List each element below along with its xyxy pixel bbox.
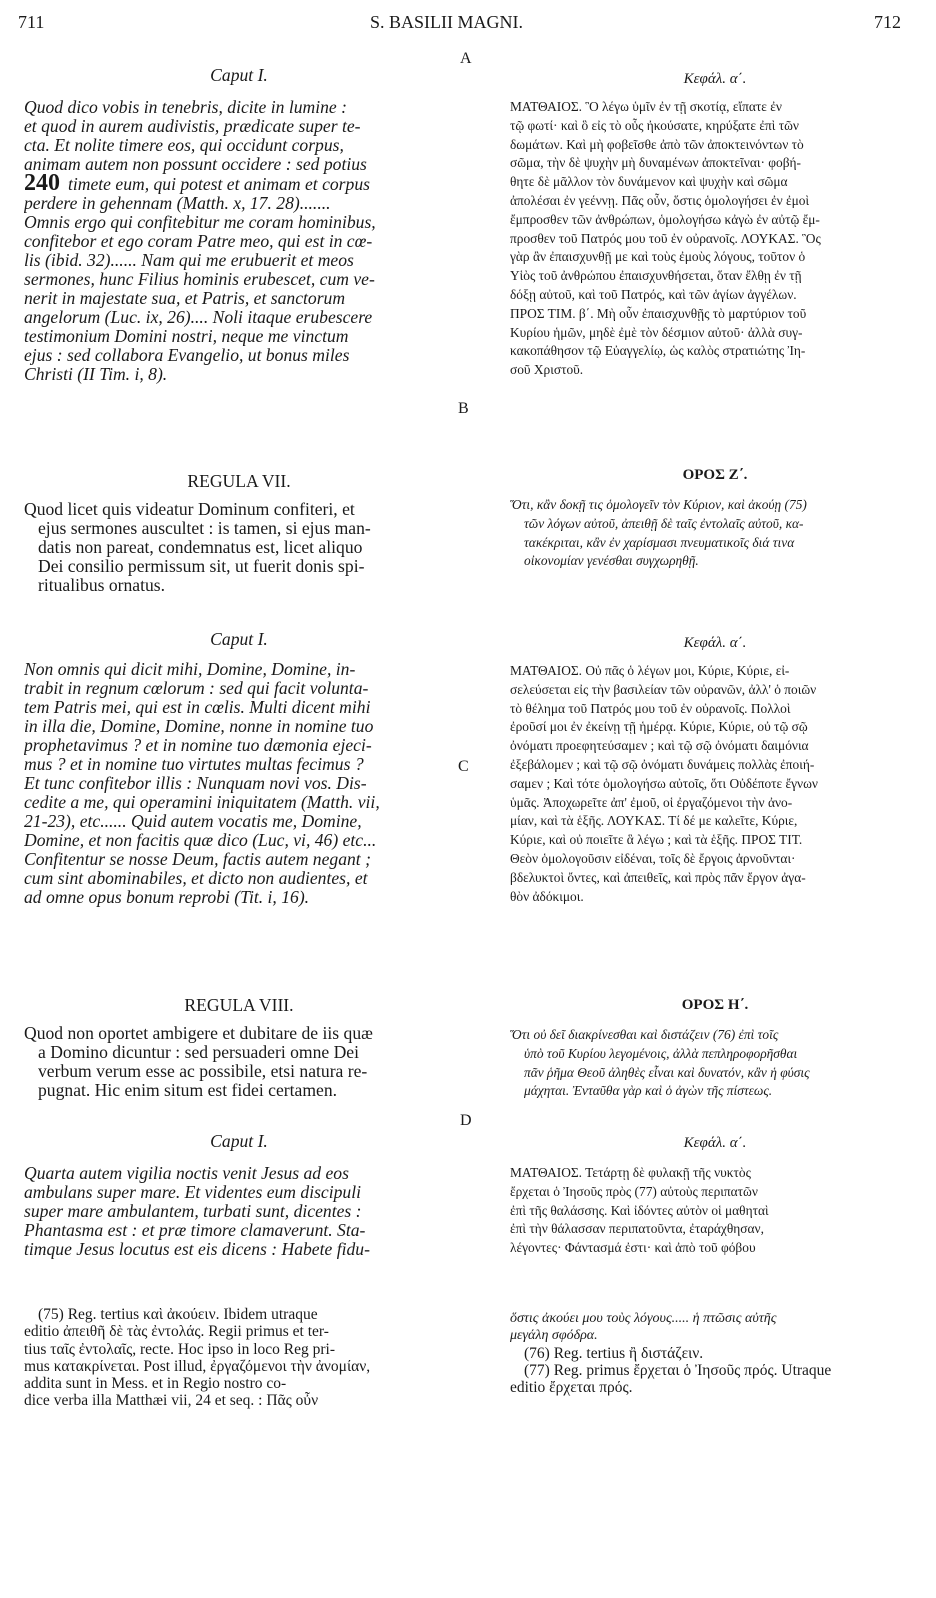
margin-marker-b: B bbox=[458, 400, 469, 417]
footnote-line: dice verba illa Matthæi vii, 24 et seq. : Πᾶς οὖν bbox=[24, 1392, 319, 1410]
text-line: 21-23), etc...... Quid autem vocatis me, Domine, bbox=[24, 812, 362, 831]
latin-regula-8-heading: REGULA VIII. bbox=[184, 996, 294, 1015]
text-line: Quod dico vobis in tenebris, dicite in lumine : bbox=[24, 98, 347, 117]
margin-marker-a: A bbox=[460, 50, 472, 67]
text-line: βδελυκτοὶ ὄντες, καὶ ἀπειθεῖς, καὶ πρὸς πᾶν ἔργον ἀγα- bbox=[510, 869, 806, 885]
text-line: σοῦ Χριστοῦ. bbox=[510, 362, 584, 378]
text-line: γὰρ ἂν ἐπαισχυνθῇ με καὶ τοὺς ἐμοὺς λόγους, τοῦτον ὁ bbox=[510, 249, 806, 265]
text-line: μάχηται. Ἐνταῦθα γὰρ καὶ ὁ ἀγὼν τῆς πίστεως. bbox=[524, 1083, 773, 1099]
text-line: testimonium Domini nostri, neque me vinctum bbox=[24, 327, 349, 346]
footnote-line: (75) Reg. tertius καὶ ἀκούειν. Ibidem utraque bbox=[38, 1306, 318, 1323]
latin-caput-heading: Caput I. bbox=[210, 66, 268, 85]
latin-passage-3 bbox=[24, 1164, 454, 1259]
text-line: σῶμα, τὴν δὲ ψυχὴν μὴ δυναμένων ἀποκτεῖναι· φοβή- bbox=[510, 155, 801, 171]
text-line: ὑμᾶς. Ἀποχωρεῖτε ἀπ' ἐμοῦ, οἱ ἐργαζόμενοι τὴν ἀνο- bbox=[510, 794, 793, 810]
text-line: Confitentur se nosse Deum, factis autem negant ; bbox=[24, 850, 371, 869]
text-line: Ὅτι οὐ δεῖ διακρίνεσθαι καὶ διστάζειν (76) ἐπὶ τοῖς bbox=[510, 1027, 779, 1042]
text-line: Quod non oportet ambigere et dubitare de iis quæ bbox=[24, 1024, 373, 1043]
text-line: cta. Et nolite timere eos, qui occidunt corpus, bbox=[24, 136, 344, 155]
text-line: ΜΑΤΘΑΙΟΣ. Οὐ πᾶς ὁ λέγων μοι, Κύριε, Κύριε, εἰ- bbox=[510, 663, 790, 678]
text-line: nerit in majestate sua, et Patris, et sanctorum bbox=[24, 289, 346, 308]
latin-regula-7-heading: REGULA VII. bbox=[187, 472, 291, 491]
text-line: προσθεν τοῦ Πατρός μου τοῦ ἐν οὐρανοῖς. ΛΟΥΚΑΣ. Ὃς bbox=[510, 230, 821, 246]
text-line: Non omnis qui dicit mihi, Domine, Domine, in- bbox=[24, 660, 356, 679]
latin-passage-1 bbox=[24, 98, 454, 384]
text-line: ἐροῦσί μοι ἐν ἐκείνῃ τῇ ἡμέρᾳ. Κύριε, Κύριε, οὐ τῷ σῷ bbox=[510, 719, 808, 735]
text-line: ἐπὶ τὴν θάλασσαν περιπατοῦντα, ἐταράχθησαν, bbox=[510, 1221, 764, 1237]
margin-number: 240 bbox=[24, 174, 60, 194]
greek-kefalaion-heading: Κεφάλ. α΄. bbox=[683, 635, 747, 651]
text-line: cedite a me, qui operamini iniquitatem (Matth. vii, bbox=[24, 793, 380, 812]
greek-passage-3 bbox=[510, 1164, 920, 1258]
margin-marker-c: C bbox=[458, 758, 469, 775]
text-line: ejus sermones auscultet : is tamen, si ejus man- bbox=[38, 519, 371, 538]
text-line: timque Jesus locutus est eis dicens : Habete fidu- bbox=[24, 1240, 370, 1259]
text-line: tem Patris mei, qui est in cœlis. Multi dicent mihi bbox=[24, 698, 371, 717]
text-line: ἀπολέσαι ἐν γεέννῃ. Πᾶς οὖν, ὅστις ὁμολογήσει ἐν ἐμοὶ bbox=[510, 192, 810, 208]
footnote-line: editio ἀπειθῆ δὲ τὰς ἐντολάς. Regii primus et ter- bbox=[24, 1323, 329, 1341]
text-line: ritualibus ornatus. bbox=[38, 576, 166, 595]
text-line: Christi (II Tim. i, 8). bbox=[24, 365, 168, 384]
left-page-number: 711 bbox=[18, 12, 45, 32]
text-line: Quarta autem vigilia noctis venit Jesus ad eos bbox=[24, 1164, 349, 1183]
text-line: θητε δὲ μᾶλλον τὸν δυνάμενον καὶ ψυχὴν καὶ σῶμα bbox=[510, 174, 788, 190]
text-line: δωμάτων. Καὶ μὴ φοβεῖσθε ἀπὸ τῶν ἀποκτεινόντων τὸ bbox=[510, 136, 804, 152]
greek-kefalaion-heading: Κεφάλ. α΄. bbox=[683, 1135, 747, 1151]
text-line: angelorum (Luc. ix, 26).... Noli itaque erubescere bbox=[24, 308, 373, 327]
footnote-line: mus κατακρίνεται. Post illud, ἐργαζόμενοι τὴν ἀνομίαν, bbox=[24, 1357, 371, 1375]
text-line: ἐπὶ τῆς θαλάσσης. Καὶ ἰδόντες αὐτὸν οἱ μαθηταὶ bbox=[510, 1202, 769, 1218]
margin-marker-d: D bbox=[460, 1112, 472, 1129]
text-line: ambulans super mare. Et videntes eum discipuli bbox=[24, 1183, 362, 1202]
text-line: Κύριε, καὶ οὐ ποιεῖτε ἃ λέγω ; καὶ τὰ ἑξῆς. ΠΡΟΣ ΤΙΤ. bbox=[510, 832, 803, 848]
latin-passage-2 bbox=[24, 660, 454, 907]
greek-horos-7-text bbox=[510, 496, 920, 571]
text-line: λέγοντες· Φάντασμά ἐστι· καὶ ἀπὸ τοῦ φόβου bbox=[510, 1240, 756, 1256]
text-line: prophetavimus ? et in nomine tuo dæmonia ejeci- bbox=[24, 736, 372, 755]
text-line: super mare ambulantem, turbati sunt, dicentes : bbox=[24, 1202, 362, 1221]
text-line: animam autem non possunt occidere : sed potius bbox=[24, 155, 367, 174]
latin-footnotes bbox=[24, 1306, 454, 1410]
text-line: κακοπάθησον τῷ Εὐαγγελίῳ, ὡς καλὸς στρατιώτης Ἰη- bbox=[510, 343, 806, 359]
text-line: ὑπὸ τοῦ Κυρίου λεγομένοις, ἀλλὰ πεπληροφορῆσθαι bbox=[524, 1045, 798, 1061]
text-line: σελεύσεται εἰς τὴν βασιλείαν τῶν οὐρανῶν, ἀλλ' ὁ ποιῶν bbox=[510, 681, 817, 697]
footnote-line: μεγάλη σφόδρα. bbox=[510, 1328, 598, 1344]
text-line: a Domino dicuntur : sed persuaderi omne Dei bbox=[38, 1043, 360, 1062]
text-line: τῶν λόγων αὐτοῦ, ἀπειθῇ δὲ ταῖς ἐντολαῖς αὐτοῦ, κα- bbox=[524, 515, 804, 531]
footnote-line: (76) Reg. tertius ἢ διστάζειν. bbox=[524, 1344, 704, 1362]
text-line: ejus : sed collabora Evangelio, ut bonus miles bbox=[24, 346, 350, 365]
text-line: Quod licet quis videatur Dominum confiteri, et bbox=[24, 500, 355, 519]
text-line: Phantasma est : et præ timore clamaverunt. Sta- bbox=[24, 1221, 366, 1240]
greek-horos-8-heading: ΟΡΟΣ Η΄. bbox=[681, 997, 749, 1013]
text-line: sermones, hunc Filius hominis erubescet, cum ve- bbox=[24, 270, 375, 289]
text-line: πᾶν ῥῆμα Θεοῦ ἀληθὲς εἶναι καὶ δυνατόν, κἂν ἡ φύσις bbox=[524, 1064, 810, 1080]
greek-footnotes bbox=[510, 1310, 920, 1396]
text-line: ΜΑΤΘΑΙΟΣ. Ὃ λέγω ὑμῖν ἐν τῇ σκοτίᾳ, εἴπατε ἐν bbox=[510, 99, 782, 114]
text-line: τὸ θέλημα τοῦ Πατρός μου τοῦ ἐν οὐρανοῖς. Πολλοὶ bbox=[510, 700, 791, 716]
text-line: datis non pareat, condemnatus est, licet aliquo bbox=[38, 538, 363, 557]
latin-caput-heading: Caput I. bbox=[210, 630, 268, 649]
footnote-line: (77) Reg. primus ἔρχεται ὁ Ἰησοῦς πρός. Utraque bbox=[524, 1361, 832, 1379]
text-line: Θεὸν ὁμολογοῦσιν εἰδέναι, τοῖς δὲ ἔργοις ἀρνοῦνται· bbox=[510, 850, 796, 866]
text-line: et quod in aurem audivistis, prædicate super te- bbox=[24, 117, 361, 136]
text-line: σαμεν ; Καὶ τότε ὁμολογήσω αὐτοῖς, ὅτι Οὐδέποτε ἔγνων bbox=[510, 775, 818, 791]
text-line: Et tunc confitebor illis : Nunquam novi vos. Dis- bbox=[24, 774, 367, 793]
text-line: cum sint abominabiles, et dicto non audientes, et bbox=[24, 869, 368, 888]
text-line: ΠΡΟΣ ΤΙΜ. β΄. Μὴ οὖν ἐπαισχυνθῇς τὸ μαρτύριον τοῦ bbox=[510, 305, 807, 321]
running-title: S. BASILII MAGNI. bbox=[370, 12, 523, 32]
text-line: lis (ibid. 32)...... Nam qui me erubuerit et meos bbox=[24, 251, 354, 270]
text-line: ad omne opus bonum reprobi (Tit. i, 16). bbox=[24, 888, 310, 907]
text-line: Ὅτι, κἂν δοκῇ τις ὁμολογεῖν τὸν Κύριον, καὶ ἀκούῃ (75) bbox=[510, 497, 807, 512]
text-line: ἐξεβάλομεν ; καὶ τῷ σῷ ὀνόματι δυνάμεις πολλὰς ἐποιή- bbox=[510, 756, 815, 772]
text-line: θὸν ἀδόκιμοι. bbox=[510, 888, 584, 904]
footnote-line: editio ἔρχεται πρός. bbox=[510, 1379, 633, 1397]
footnote-line: addita sunt in Mess. et in Regio nostro co- bbox=[24, 1375, 287, 1393]
greek-horos-7-heading: ΟΡΟΣ Ζ΄. bbox=[682, 467, 748, 483]
text-line: pugnat. Hic enim situm est fidei certamen. bbox=[38, 1081, 338, 1100]
latin-caput-heading: Caput I. bbox=[210, 1132, 268, 1151]
text-line: τῷ φωτί· καὶ ὃ εἰς τὸ οὖς ἠκούσατε, κηρύξατε ἐπὶ τῶν bbox=[510, 117, 799, 133]
text-line: Dei consilio permissum sit, ut fuerit donis spi- bbox=[38, 557, 365, 576]
text-line: Domine, et non facitis quæ dico (Luc, vi, 46) etc... bbox=[24, 831, 377, 850]
latin-regula-7-text bbox=[24, 500, 454, 595]
text-line: Omnis ergo qui confitebitur me coram hominibus, bbox=[24, 213, 376, 232]
text-line: ἔρχεται ὁ Ἰησοῦς πρὸς (77) αὐτοὺς περιπατῶν bbox=[510, 1183, 758, 1199]
text-line: μίαν, καὶ τὰ ἑξῆς. ΛΟΥΚΑΣ. Τί δέ με καλεῖτε, Κύριε, bbox=[510, 813, 798, 829]
text-line: 240 timete eum, qui potest et animam et corpus bbox=[24, 174, 454, 194]
text-line: τακέκριται, κἂν ἐν χαρίσμασι πνευματικοῖς διά τινα bbox=[524, 534, 795, 550]
text-line: ὀνόματι προεφητεύσαμεν ; καὶ τῷ σῷ ὀνόματι δαιμόνια bbox=[510, 738, 809, 754]
text-line: ἔμπροσθεν τῶν ἀνθρώπων, ὁμολογήσω κἀγὼ ἐν αὐτῷ ἔμ- bbox=[510, 211, 820, 227]
footnote-line: tius ταῖς ἐντολαῖς, recte. Hoc ipso in loco Reg pri- bbox=[24, 1340, 335, 1358]
text-line: in illa die, Domine, Domine, nonne in nomine tuo bbox=[24, 717, 374, 736]
text-line: Κυρίου ἡμῶν, μηδὲ ἐμὲ τὸν δέσμιον αὐτοῦ· ἀλλὰ συγ- bbox=[510, 324, 803, 340]
greek-passage-1 bbox=[510, 98, 920, 380]
greek-horos-8-text bbox=[510, 1026, 920, 1101]
text-line: δόξῃ αὐτοῦ, καὶ τοῦ Πατρός, καὶ τῶν ἁγίων ἀγγέλων. bbox=[510, 286, 797, 302]
text-line: trabit in regnum cœlorum : sed qui facit volunta- bbox=[24, 679, 369, 698]
text-line: ΜΑΤΘΑΙΟΣ. Τετάρτῃ δὲ φυλακῇ τῆς νυκτὸς bbox=[510, 1165, 751, 1180]
greek-kefalaion-heading: Κεφάλ. α΄. bbox=[683, 71, 747, 87]
text-line: οἰκονομίαν γενέσθαι συγχωρηθῇ. bbox=[524, 553, 699, 569]
right-page-number: 712 bbox=[874, 12, 901, 32]
greek-passage-2 bbox=[510, 662, 920, 906]
text-line: Υἱὸς τοῦ ἀνθρώπου ἐπαισχυνθήσεται, ὅταν ἔλθῃ ἐν τῇ bbox=[510, 268, 802, 284]
text-line: perdere in gehennam (Matth. x, 17. 28)....... bbox=[24, 194, 331, 213]
text-line: confitebor et ego coram Patre meo, qui est in cœ- bbox=[24, 232, 373, 251]
text-line: verbum verum esse ac possibile, etsi natura re- bbox=[38, 1062, 368, 1081]
latin-regula-8-text bbox=[24, 1024, 454, 1100]
text-line: mus ? et in nomine tuo virtutes multas fecimus ? bbox=[24, 755, 364, 774]
footnote-line: ὅστις ἀκούει μου τοὺς λόγους..... ἡ πτῶσις αὐτῆς bbox=[510, 1311, 777, 1326]
